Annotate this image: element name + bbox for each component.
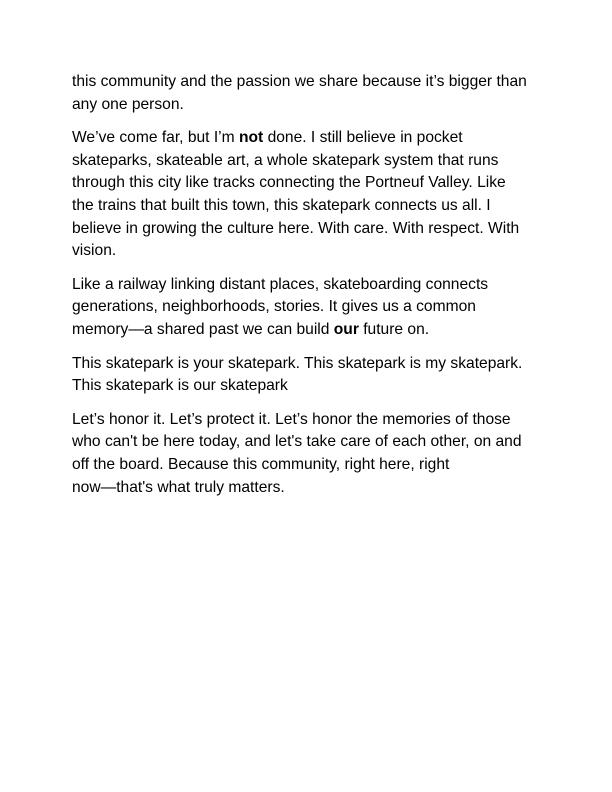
text-line: any one person. xyxy=(72,95,184,113)
text-line: vision. xyxy=(72,242,117,260)
paragraph-2 xyxy=(72,127,548,263)
paragraph-1 xyxy=(72,71,548,116)
paragraph-3 xyxy=(72,274,548,342)
text-line: believe in growing the culture here. With care. With respect. With xyxy=(72,219,520,237)
text-line: Let’s honor it. Let’s protect it. Let’s honor the memories of those xyxy=(72,410,511,428)
text-line: the trains that built this town, this skatepark connects us all. I xyxy=(72,196,491,214)
text-line: who can't be here today, and let's take care of each other, on and xyxy=(72,433,522,451)
paragraph-4 xyxy=(72,353,548,398)
text-line: generations, neighborhoods, stories. It gives us a common xyxy=(72,298,476,316)
text-line: memory—a shared past we can build our future on. xyxy=(72,320,430,338)
text-line: skateparks, skateable art, a whole skatepark system that runs xyxy=(72,151,499,169)
paragraph-5 xyxy=(72,409,548,499)
document-body xyxy=(72,71,548,510)
text-line: off the board. Because this community, right here, right xyxy=(72,455,450,473)
text-line: now—that's what truly matters. xyxy=(72,478,285,496)
emphasis-not: not xyxy=(238,129,264,147)
emphasis-our: our xyxy=(333,320,359,338)
text-line: This skatepark is your skatepark. This skatepark is my skatepark. xyxy=(72,354,523,372)
text-line: This skatepark is our skatepark xyxy=(72,377,288,395)
text-line: this community and the passion we share because it’s bigger than xyxy=(72,73,527,90)
text-line: We’ve come far, but I’m not done. I still believe in pocket xyxy=(72,129,463,147)
text-line: Like a railway linking distant places, skateboarding connects xyxy=(72,275,489,293)
text-line: through this city like tracks connecting the Portneuf Valley. Like xyxy=(72,174,506,192)
